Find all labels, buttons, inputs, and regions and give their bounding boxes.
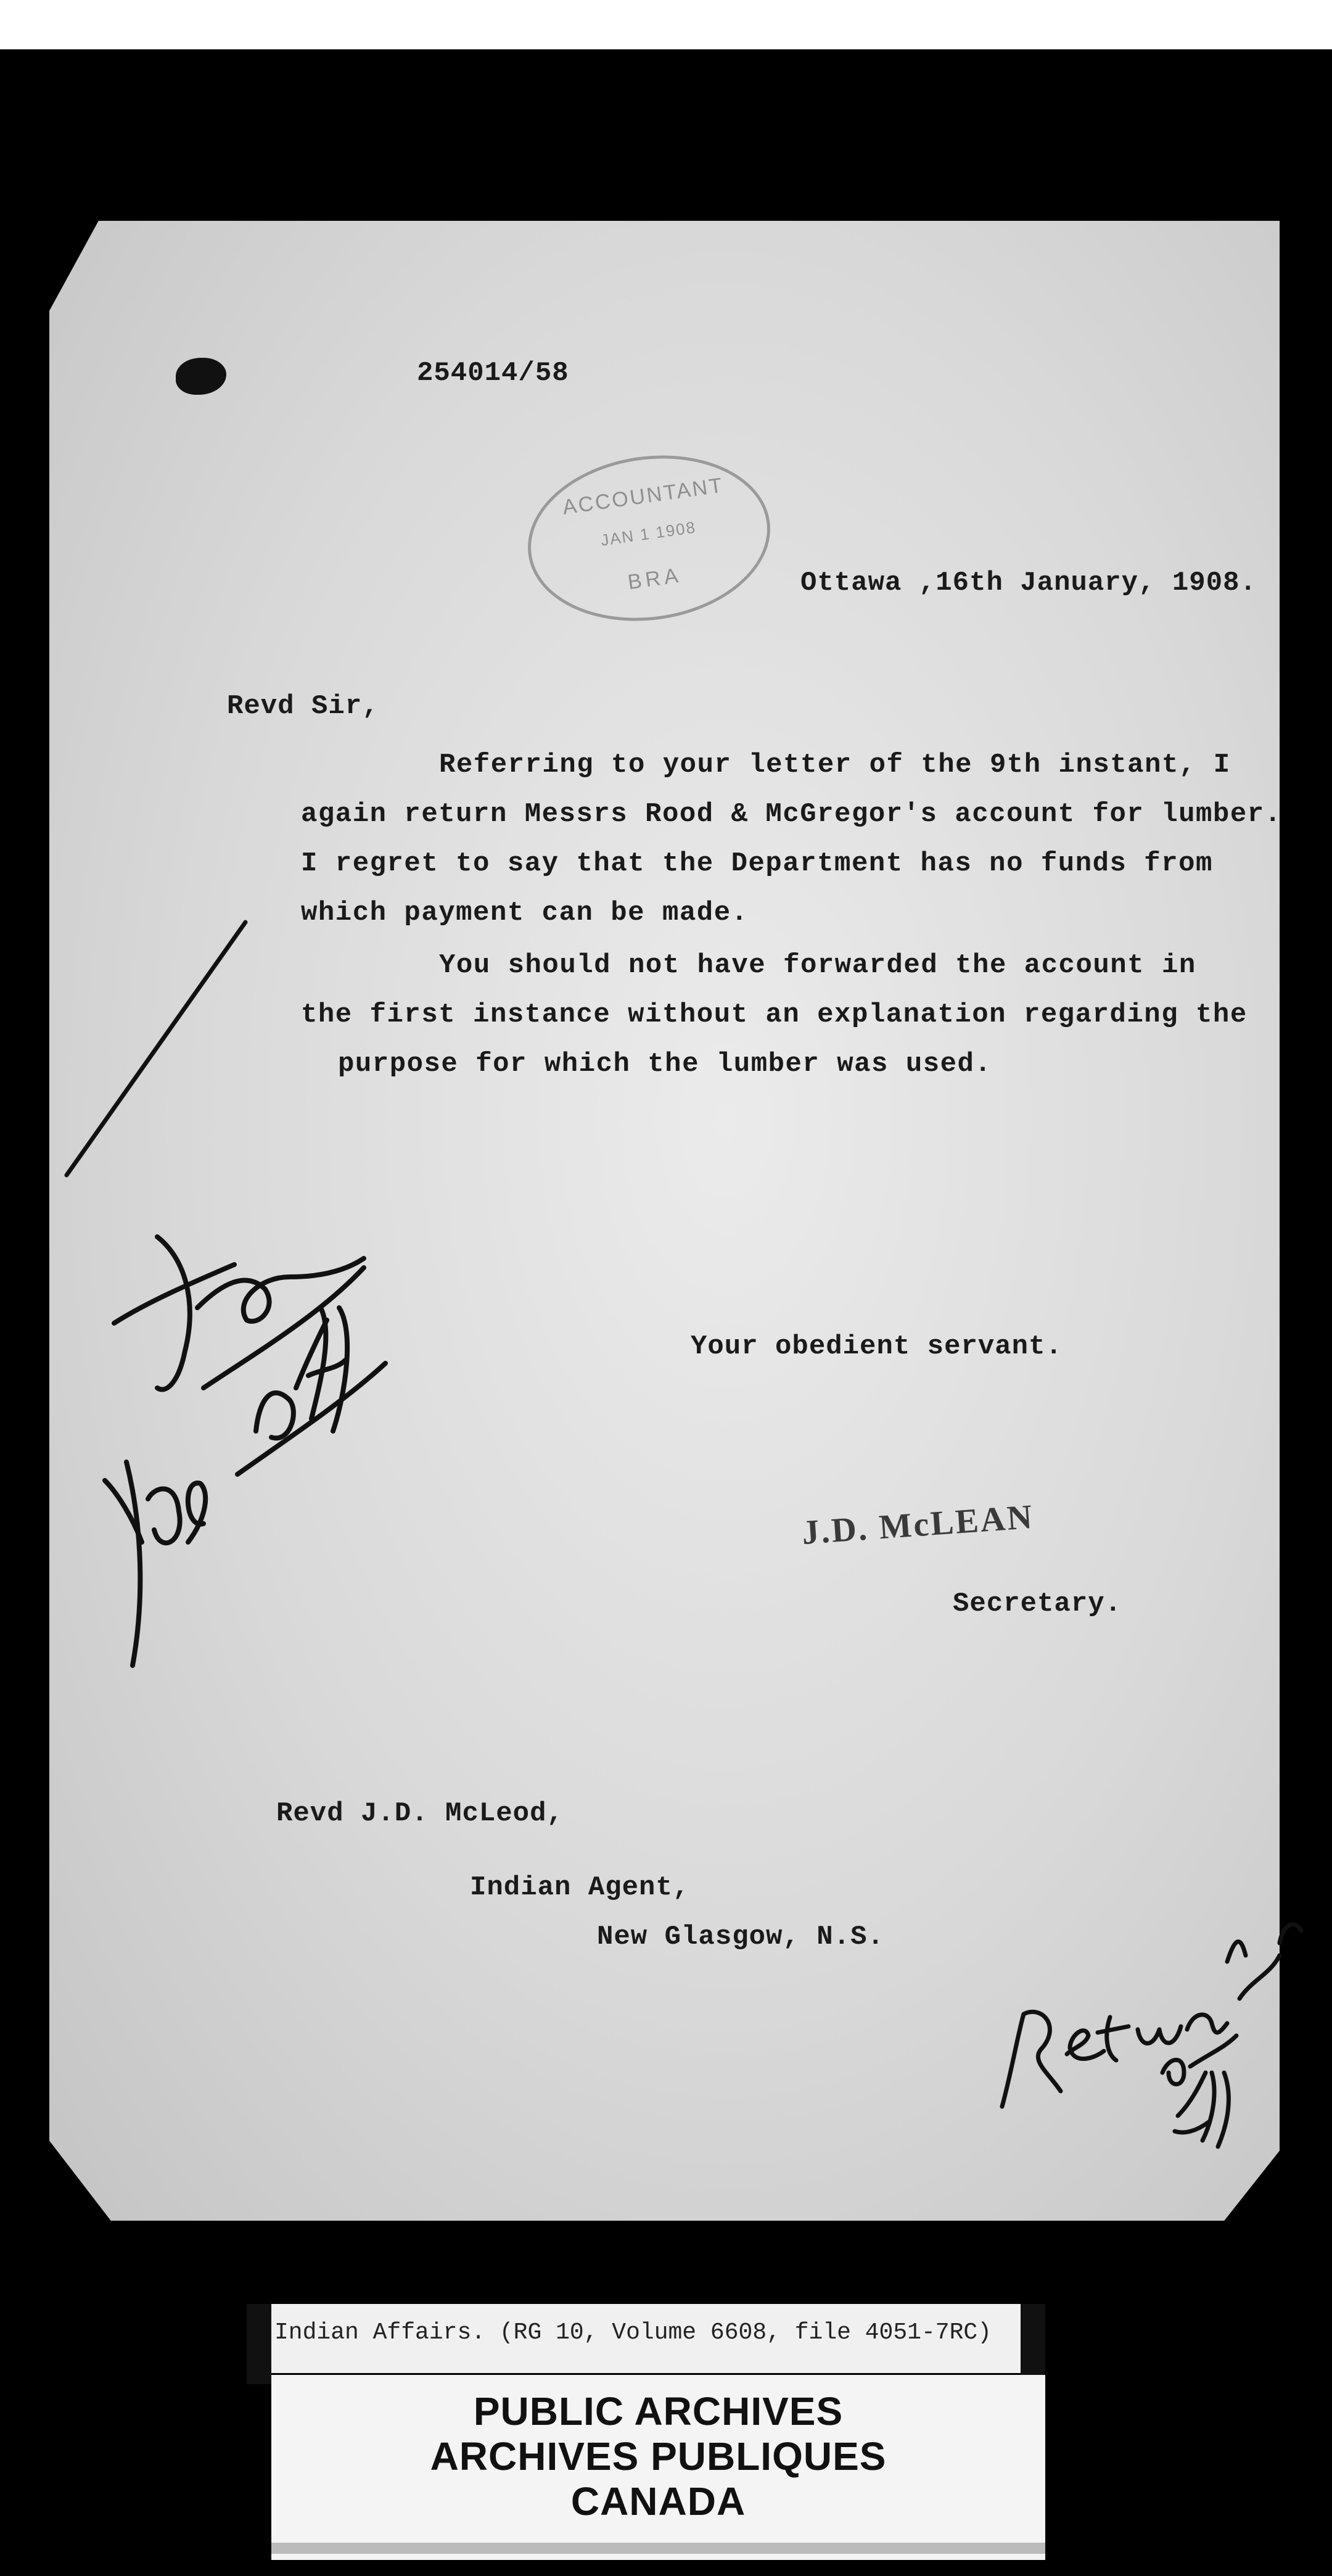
body-line: purpose for which the lumber was used. [338, 1049, 992, 1080]
archive-label-line-1: PUBLIC ARCHIVES [473, 2389, 844, 2434]
archive-label-block [271, 2375, 1045, 2560]
archive-card-tab-left [247, 2304, 271, 2384]
body-line: You should not have forwarded the account in [439, 950, 1196, 981]
recipient-location: New Glasgow, N.S. [597, 1922, 884, 1952]
archive-label-line-3: CANADA [570, 2479, 746, 2524]
stamp-line-1: ACCOUNTANT [561, 473, 726, 519]
archive-label-foot-strip [271, 2543, 1045, 2554]
place-date: Ottawa ,16th January, 1908. [800, 568, 1257, 598]
body-line: Referring to your letter of the 9th instant, I [439, 749, 1231, 780]
signatory-title: Secretary. [953, 1588, 1122, 1619]
signature-stamp: J.D. McLEAN [800, 1497, 1035, 1553]
stamp-line-2: JAN 1 1908 [599, 518, 697, 550]
archive-label-line-2: ARCHIVES PUBLIQUES [430, 2434, 887, 2479]
body-line: again return Messrs Rood & McGregor's account for lumber. [301, 799, 1282, 830]
stamp-line-3: BRA [626, 563, 683, 595]
file-number: 254014/58 [417, 358, 569, 389]
body-line: which payment can be made. [301, 898, 749, 928]
body-line: the first instance without an explanation regarding the [301, 999, 1248, 1030]
salutation: Revd Sir, [227, 691, 379, 722]
recipient-title: Indian Agent, [470, 1872, 690, 1903]
closing: Your obedient servant. [691, 1331, 1063, 1362]
body-line: I regret to say that the Department has no funds from [301, 848, 1213, 879]
archive-reference: Indian Affairs. (RG 10, Volume 6608, file 4051-7RC) [274, 2319, 992, 2346]
archive-card-tab-right [1021, 2304, 1045, 2384]
recipient-name: Revd J.D. McLeod, [276, 1798, 564, 1829]
